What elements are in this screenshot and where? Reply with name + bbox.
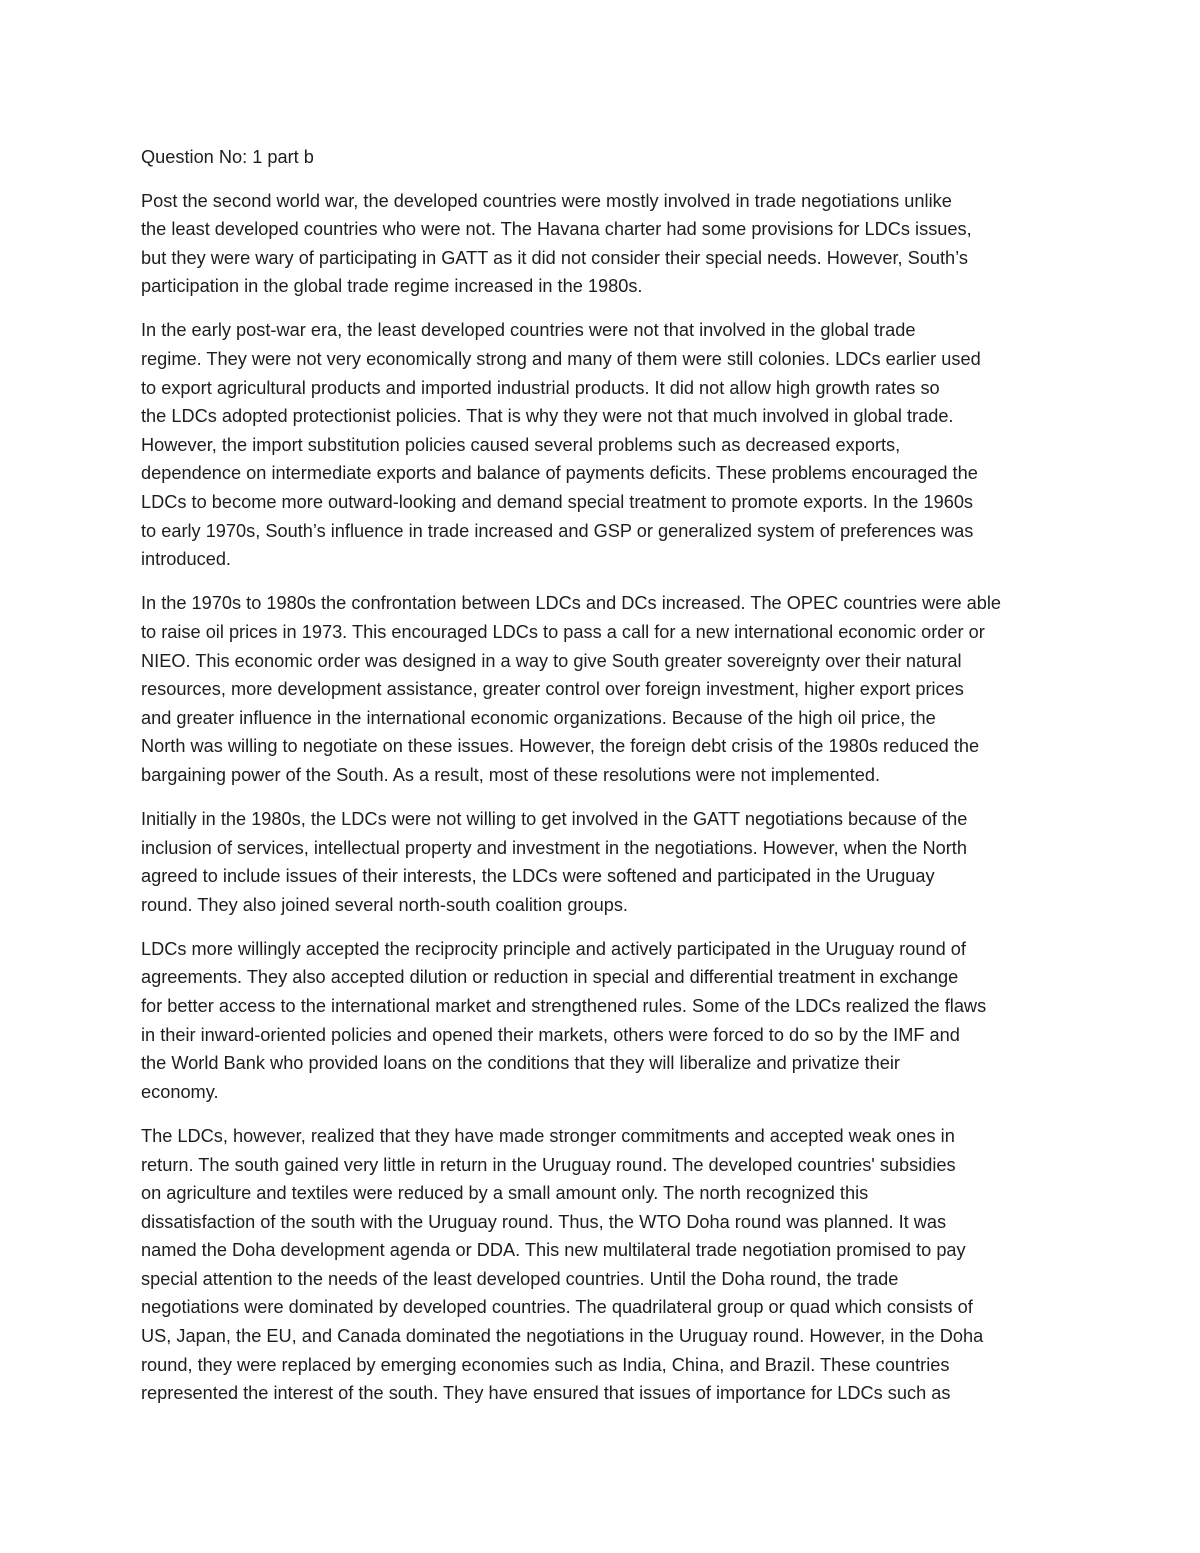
text-line: negotiations were dominated by developed countries. The quadrilateral group or quad which consists of (141, 1297, 973, 1318)
text-line: In the early post-war era, the least developed countries were not that involved in the global trade (141, 320, 916, 341)
text-line: North was willing to negotiate on these issues. However, the foreign debt crisis of the 1980s reduced the (141, 736, 980, 757)
text-line: economy. (141, 1081, 219, 1102)
paragraph (141, 935, 1061, 1107)
text-line: agreed to include issues of their interests, the LDCs were softened and participated in the Uruguay (141, 866, 935, 887)
paragraph (141, 1122, 1061, 1408)
text-line: to raise oil prices in 1973. This encouraged LDCs to pass a call for a new international economic order or (141, 621, 985, 642)
document-body (141, 143, 1061, 1423)
text-line: return. The south gained very little in return in the Uruguay round. The developed countries' subsidies (141, 1154, 956, 1175)
text-line: introduced. (141, 549, 231, 570)
text-line: the least developed countries who were not. The Havana charter had some provisions for LDCs issues, (141, 219, 972, 240)
text-line: Post the second world war, the developed countries were mostly involved in trade negotiations unlike (141, 190, 952, 211)
text-line: In the 1970s to 1980s the confrontation between LDCs and DCs increased. The OPEC countries were able (141, 593, 1002, 614)
text-line: bargaining power of the South. As a result, most of these resolutions were not implemented. (141, 764, 881, 785)
text-line: NIEO. This economic order was designed in a way to give South greater sovereignty over their natural (141, 650, 962, 671)
text-line: the World Bank who provided loans on the conditions that they will liberalize and privatize their (141, 1053, 900, 1074)
paragraph (141, 187, 1061, 301)
text-line: dependence on intermediate exports and balance of payments deficits. These problems encouraged the (141, 463, 978, 484)
text-line: on agriculture and textiles were reduced by a small amount only. The north recognized this (141, 1183, 869, 1204)
text-line: LDCs more willingly accepted the reciprocity principle and actively participated in the Uruguay round of (141, 938, 966, 959)
text-line: named the Doha development agenda or DDA. This new multilateral trade negotiation promised to pay (141, 1240, 966, 1261)
text-line: inclusion of services, intellectual property and investment in the negotiations. However, when the North (141, 837, 967, 858)
text-line: and greater influence in the international economic organizations. Because of the high oil price, the (141, 707, 936, 728)
text-line: round. They also joined several north-south coalition groups. (141, 894, 628, 915)
text-line: in their inward-oriented policies and opened their markets, others were forced to do so by the IMF and (141, 1024, 960, 1045)
text-line: The LDCs, however, realized that they have made stronger commitments and accepted weak ones in (141, 1125, 955, 1146)
text-line: LDCs to become more outward-looking and demand special treatment to promote exports. In the 1960s (141, 492, 974, 513)
paragraph (141, 589, 1061, 789)
text-line: for better access to the international market and strengthened rules. Some of the LDCs realized the flaws (141, 996, 987, 1017)
text-line: dissatisfaction of the south with the Uruguay round. Thus, the WTO Doha round was planned. It was (141, 1211, 947, 1232)
text-line: participation in the global trade regime increased in the 1980s. (141, 276, 643, 297)
text-line: represented the interest of the south. They have ensured that issues of importance for LDCs such as (141, 1383, 951, 1404)
text-line: resources, more development assistance, greater control over foreign investment, higher export prices (141, 679, 964, 700)
text-line: regime. They were not very economically strong and many of them were still colonies. LDCs earlier used (141, 349, 981, 370)
text-line: US, Japan, the EU, and Canada dominated the negotiations in the Uruguay round. However, in the Doha (141, 1326, 984, 1347)
paragraph-list (141, 187, 1061, 1408)
paragraph (141, 805, 1061, 919)
text-line: round, they were replaced by emerging economies such as India, China, and Brazil. These countries (141, 1354, 950, 1375)
text-line: However, the import substitution policies caused several problems such as decreased exports, (141, 434, 901, 455)
text-line: agreements. They also accepted dilution or reduction in special and differential treatment in exchange (141, 967, 959, 988)
paragraph (141, 316, 1061, 573)
text-line: but they were wary of participating in GATT as it did not consider their special needs. However, South’s (141, 247, 968, 268)
text-line: special attention to the needs of the least developed countries. Until the Doha round, the trade (141, 1268, 899, 1289)
text-line: to early 1970s, South’s influence in trade increased and GSP or generalized system of preferences was (141, 520, 974, 541)
text-line: to export agricultural products and imported industrial products. It did not allow high growth rates so (141, 377, 940, 398)
text-line: the LDCs adopted protectionist policies. That is why they were not that much involved in global trade. (141, 406, 954, 427)
text-line: Initially in the 1980s, the LDCs were not willing to get involved in the GATT negotiations because of the (141, 808, 968, 829)
document-heading: Question No: 1 part b (141, 147, 314, 167)
